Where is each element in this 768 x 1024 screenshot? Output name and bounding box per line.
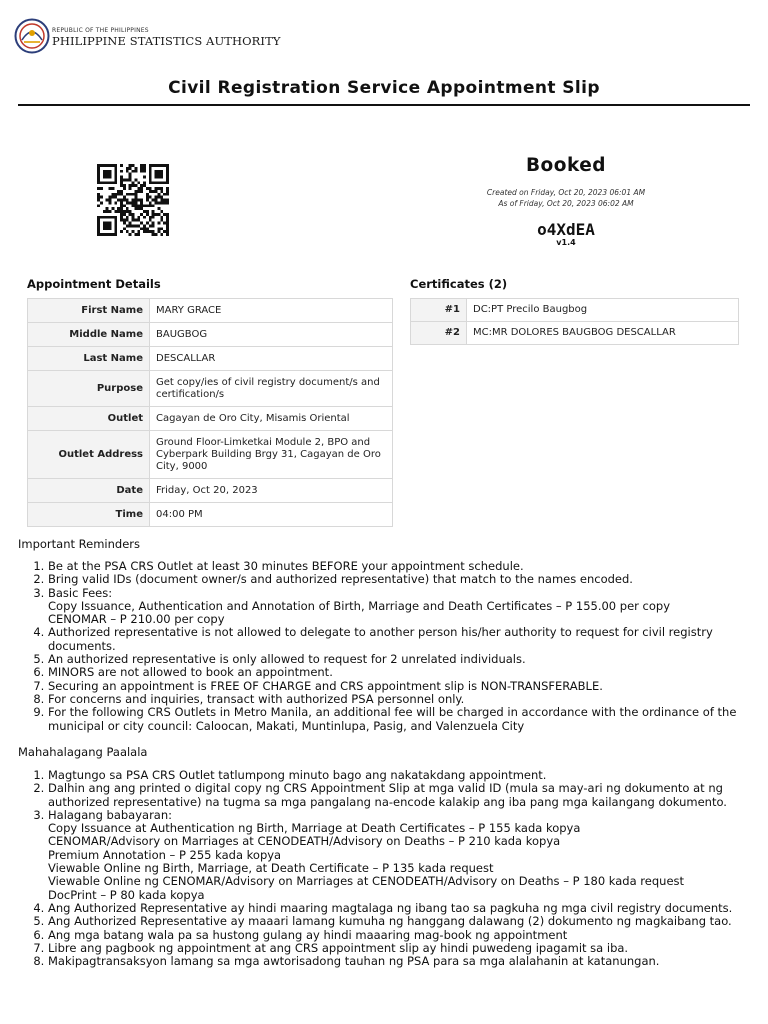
table-row xyxy=(28,407,393,431)
list-item: 1. Magtungo sa PSA CRS Outlet tatlumpong minuto bago ang nakatakdang appointment. xyxy=(48,769,748,782)
psa-logo xyxy=(14,18,281,62)
fee-line: Viewable Online ng Birth, Marriage, at Death Certificate – P 135 kada request xyxy=(48,861,494,876)
important-reminders-heading: Important Reminders xyxy=(18,537,140,551)
field-label: Middle Name xyxy=(28,323,150,347)
fee-line: Copy Issuance, Authentication and Annotation of Birth, Marriage and Death Certificates – P 155.00 per copy xyxy=(48,598,670,613)
title-divider xyxy=(18,104,750,106)
list-item xyxy=(48,809,748,902)
field-label: Purpose xyxy=(28,371,150,407)
middle-name-value: BAUGBOG xyxy=(150,323,393,347)
table-row xyxy=(28,371,393,407)
certificate-name: DC:PT Precilo Baugbog xyxy=(467,299,739,322)
table-row xyxy=(28,323,393,347)
fees-label: Halagang babayaran: xyxy=(48,807,173,822)
purpose-value: Get copy/ies of civil registry document/s and certification/s xyxy=(150,371,393,407)
list-item: 6. MINORS are not allowed to book an appointment. xyxy=(48,666,748,679)
version-label: v1.4 xyxy=(556,238,576,247)
list-item: 1. Be at the PSA CRS Outlet at least 30 minutes BEFORE your appointment schedule. xyxy=(48,560,748,573)
created-timestamp: Created on Friday, Oct 20, 2023 06:01 AM xyxy=(486,188,646,197)
list-item: 7. Securing an appointment is FREE OF CHARGE and CRS appointment slip is NON-TRANSFERABLE. xyxy=(48,680,748,693)
list-item xyxy=(48,587,748,627)
table-row xyxy=(411,322,739,345)
table-row xyxy=(411,299,739,322)
outlet-address-value: Ground Floor-Limketkai Module 2, BPO and Cyberpark Building Brgy 31, Cagayan de Oro City, 9000 xyxy=(150,431,393,479)
first-name-value: MARY GRACE xyxy=(150,299,393,323)
field-label: Outlet Address xyxy=(28,431,150,479)
time-value: 04:00 PM xyxy=(150,503,393,527)
fee-line: Viewable Online ng CENOMAR/Advisory on Marriages at CENODEATH/Advisory on Deaths – P 180 kada request xyxy=(48,874,685,889)
date-value: Friday, Oct 20, 2023 xyxy=(150,479,393,503)
field-label: Last Name xyxy=(28,347,150,371)
list-item: 4. Authorized representative is not allowed to delegate to another person his/her authority to request for civil registry documents. xyxy=(48,626,748,653)
list-item: 8. Makipagtransaksyon lamang sa mga awtorisadong tauhan ng PSA para sa mga alalahanin at katanungan. xyxy=(48,955,748,968)
basic-fees-label: Basic Fees: xyxy=(48,585,113,600)
list-item: 4. Ang Authorized Representative ay hindi maaring magtalaga ng ibang tao sa pagkuha ng mga civil registry documents. xyxy=(48,902,748,915)
table-row xyxy=(28,299,393,323)
table-row xyxy=(28,479,393,503)
qr-code xyxy=(96,164,170,236)
fee-line: Copy Issuance at Authentication ng Birth, Marriage at Death Certificates – P 155 kada kopya xyxy=(48,821,581,836)
certificate-number: #2 xyxy=(411,322,467,345)
table-row xyxy=(28,431,393,479)
field-label: First Name xyxy=(28,299,150,323)
certificates-heading: Certificates (2) xyxy=(410,277,508,291)
field-label: Date xyxy=(28,479,150,503)
booking-status: Booked xyxy=(525,155,607,176)
field-label: Outlet xyxy=(28,407,150,431)
certificate-number: #1 xyxy=(411,299,467,322)
agency-name: PHILIPPINE STATISTICS AUTHORITY xyxy=(52,34,281,48)
list-item: 6. Ang mga batang wala pa sa hustong gulang ay hindi maaaring mag-book ng appointment xyxy=(48,929,748,942)
list-item: 2. Bring valid IDs (document owner/s and authorized representative) that match to the names encoded. xyxy=(48,573,748,586)
table-row xyxy=(28,503,393,527)
list-item: 5. Ang Authorized Representative ay maaari lamang kumuha ng hanggang dalawang (2) dokumento ng magkaibang tao. xyxy=(48,915,748,928)
certificates-table xyxy=(410,298,739,345)
list-item: 5. An authorized representative is only allowed to request for 2 unrelated individuals. xyxy=(48,653,748,666)
list-item: 7. Libre ang pagbook ng appointment at ang CRS appointment slip ay hindi puwedeng ipagamit sa iba. xyxy=(48,942,748,955)
fee-line: Premium Annotation – P 255 kada kopya xyxy=(48,847,282,862)
important-reminders-list xyxy=(0,560,748,733)
psa-seal-icon xyxy=(14,18,50,54)
certificate-name: MC:MR DOLORES BAUGBOG DESCALLAR xyxy=(467,322,739,345)
field-label: Time xyxy=(28,503,150,527)
list-item: 8. For concerns and inquiries, transact with authorized PSA personnel only. xyxy=(48,693,748,706)
page-title: Civil Registration Service Appointment Slip xyxy=(168,78,600,98)
republic-label: REPUBLIC OF THE PHILIPPINES xyxy=(52,27,149,34)
fee-line: CENOMAR/Advisory on Marriages at CENODEATH/Advisory on Deaths – P 210 kada kopya xyxy=(48,834,561,849)
fee-line: DocPrint – P 80 kada kopya xyxy=(48,887,205,902)
outlet-value: Cagayan de Oro City, Misamis Oriental xyxy=(150,407,393,431)
last-name-value: DESCALLAR xyxy=(150,347,393,371)
list-item: 9. For the following CRS Outlets in Metro Manila, an additional fee will be charged in accordance with the ordinance of the municipal or city council: Caloocan, Makati, Muntinlupa, Pasig, and Valenzuela City xyxy=(48,706,748,733)
reference-code: o4XdEA xyxy=(537,220,595,239)
table-row xyxy=(28,347,393,371)
appointment-details-table xyxy=(27,298,393,527)
list-item: 2. Dalhin ang ang printed o digital copy ng CRS Appointment Slip at mga valid ID (mula sa may-ari ng dokumento at ng authorized representative) na tugma sa mga pangalang na-encode kalakip ang iba pang mga kailangang dokumento. xyxy=(48,782,748,809)
paalala-heading: Mahahalagang Paalala xyxy=(18,745,148,759)
fee-line: CENOMAR – P 210.00 per copy xyxy=(48,612,225,627)
appointment-details-heading: Appointment Details xyxy=(27,277,161,291)
paalala-list xyxy=(0,769,748,968)
as-of-timestamp: As of Friday, Oct 20, 2023 06:02 AM xyxy=(498,199,634,208)
